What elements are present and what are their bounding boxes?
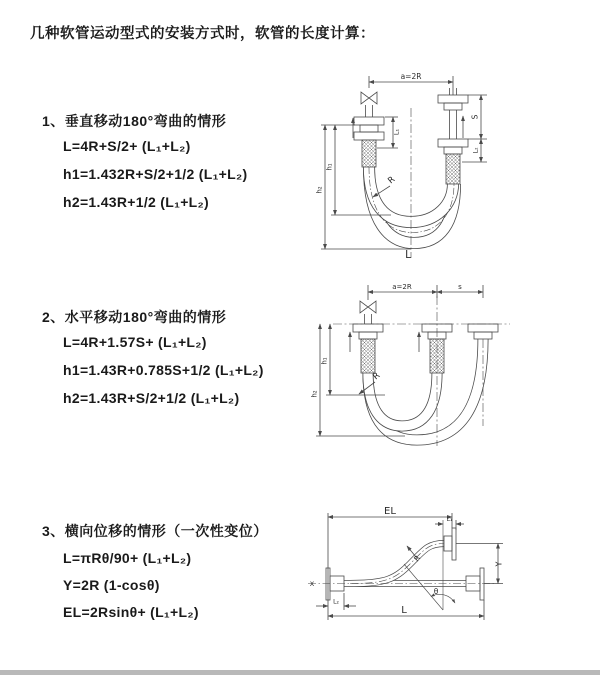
label-h2: h₂ [315, 186, 324, 194]
section-3-formula-EL: EL=2Rsinθ+ (L₁+L₂) [63, 604, 199, 620]
label-h1: h₁ [320, 357, 329, 365]
valve-icon [360, 301, 376, 313]
right-flange [466, 568, 484, 600]
upper-flange [444, 528, 456, 560]
section-1-formula-h1: h1=1.432R+S/2+1/2 (L₁+L₂) [63, 166, 248, 182]
section-1-formula-L: L=4R+S/2+ (L₁+L₂) [63, 138, 191, 154]
diagram-lateral-displacement [298, 498, 598, 653]
label-y: Y [494, 561, 504, 567]
label-l1: L₁ [392, 128, 401, 136]
section-3-formula-Y: Y=2R (1-cosθ) [63, 577, 160, 593]
left-flange [326, 568, 344, 600]
label-r: R [386, 174, 398, 187]
section-1-formula-h2: h2=1.43R+1/2 (L₁+L₂) [63, 194, 210, 210]
valve-icon [361, 92, 377, 104]
section-2-formula-h1: h1=1.43R+0.785S+1/2 (L₁+L₂) [63, 362, 264, 378]
label-r: R [411, 553, 423, 564]
label-l1: L₁ [446, 516, 453, 523]
centerline-mark-x: X [309, 580, 315, 588]
right-flange-lower [438, 139, 468, 154]
right-flange [468, 324, 498, 339]
section-2-formula-h2: h2=1.43R+S/2+1/2 (L₁+L₂) [63, 390, 240, 406]
label-s: s [458, 283, 462, 291]
page-title: 几种软管运动型式的安装方式时，软管的长度计算： [30, 26, 375, 42]
left-hose-braid [361, 339, 375, 373]
label-r: R [371, 370, 383, 383]
label-h1: h₁ [325, 163, 334, 171]
diagram-vertical-180-bend [305, 62, 595, 262]
page-bottom-edge [0, 670, 600, 675]
label-l: L [405, 249, 411, 261]
section-3-heading: 3、横向位移的情形（一次性变位） [42, 523, 268, 539]
section-2-formula-L: L=4R+1.57S+ (L₁+L₂) [63, 334, 207, 350]
left-hose-braid [362, 140, 376, 167]
section-1-heading: 1、垂直移动180°弯曲的情形 [42, 113, 227, 129]
label-el: EL [384, 506, 396, 517]
right-hose-braid [446, 154, 460, 184]
label-l2: L₂ [471, 147, 480, 154]
section-3-formula-L: L=πRθ/90+ (L₁+L₂) [63, 550, 192, 566]
right-flange-upper [438, 95, 468, 110]
label-l2: L₂ [333, 598, 339, 606]
middle-hose-braid [430, 339, 444, 373]
label-l: L [401, 605, 407, 616]
section-2-heading: 2、水平移动180°弯曲的情形 [42, 309, 227, 325]
hose-displaced-position [350, 544, 444, 584]
label-s: S [470, 114, 480, 120]
label-a2r: a=2R [392, 283, 412, 291]
label-a2r: a=2R [400, 72, 422, 81]
label-h2: h₂ [310, 390, 319, 398]
left-flange [354, 117, 384, 140]
diagram-horizontal-180-bend [305, 276, 595, 451]
label-theta: θ [433, 587, 439, 596]
left-flange [353, 324, 383, 339]
